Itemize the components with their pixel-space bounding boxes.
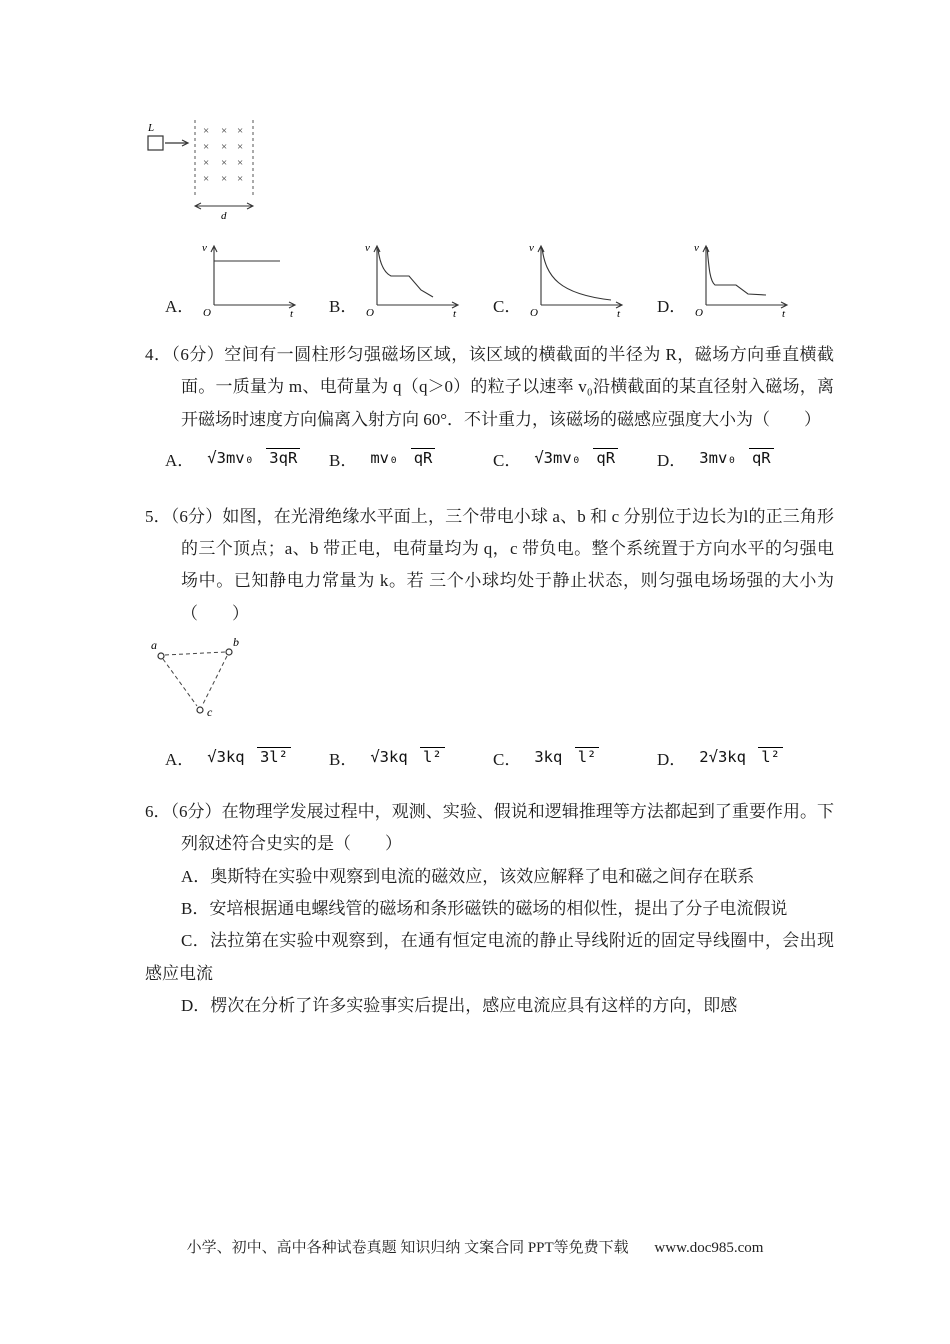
axes: [211, 246, 295, 308]
width-dimension: [195, 203, 253, 209]
axis-v-label: v: [365, 242, 371, 254]
charge-balls: [158, 649, 232, 713]
axis-v-label: v: [529, 242, 535, 254]
fraction-numerator: √3mv₀: [534, 449, 582, 468]
label-b: b: [233, 636, 239, 650]
magnetic-field-figure: [145, 116, 285, 222]
fraction-numerator: mv₀: [370, 449, 399, 468]
label-c: c: [207, 705, 213, 720]
question-6-option-a: A．奥斯特在实验中观察到电流的磁效应，该效应解释了电和磁之间存在联系: [181, 866, 755, 886]
question-4-text: 4．（6分）空间有一圆柱形匀强磁场区域，该区域的横截面的半径为 R，磁场方向垂直横截面。一质量为 m、电荷量为 q（q＞0）的粒子以速率 v₀沿横截面的某直径射入磁场，离开磁场时速度方向偏离入射方向 60°．不计重力，该磁场的磁感应强度大小为（ ）: [145, 345, 834, 429]
graph-option-c: [493, 239, 657, 319]
cross-icon: ×: [237, 141, 244, 153]
formula-fraction: [531, 447, 618, 469]
footer-text: 小学、初中、高中各种试卷真题 知识归纳 文案合同 PPT等免费下载: [186, 1240, 629, 1256]
field-cross-marks: [203, 125, 243, 185]
option-label: A．: [165, 750, 195, 770]
option-label: A．: [165, 297, 195, 316]
triangle-edges: [163, 652, 227, 706]
formula-fraction: [696, 746, 783, 768]
footer: [0, 1236, 950, 1257]
width-label: d: [221, 210, 227, 222]
origin-label: O: [203, 307, 212, 319]
question-6-option-c: C．法拉第在实验中观察到，在通有恒定电流的静止导线附近的固定导线圈中，会出现感应电流: [145, 931, 834, 983]
q4-option-c: [493, 446, 657, 471]
vt-graph-b: [363, 239, 467, 319]
option-label: D．: [657, 750, 687, 770]
fraction-denominator: l²: [575, 747, 600, 766]
loop-and-arrow: [148, 136, 188, 150]
label-a: a: [151, 638, 157, 653]
q4-option-a: [165, 446, 329, 471]
q5-option-b: [329, 745, 493, 770]
axis-t-label: t: [617, 308, 621, 319]
vt-graph-d: [692, 239, 796, 319]
formula-fraction: [204, 746, 291, 768]
option-label: C．: [493, 297, 522, 316]
question-6-text: 6．（6分）在物理学发展过程中，观测、实验、假说和逻辑推理等方法都起到了重要作用。下列叙述符合史实的是（ ）: [145, 802, 834, 854]
option-label: B．: [329, 297, 358, 316]
fraction-numerator: √3mv₀: [207, 449, 254, 468]
option-label: C．: [493, 450, 522, 470]
origin-label: O: [366, 307, 375, 319]
fraction-denominator: qR: [411, 448, 436, 467]
curve: [542, 248, 611, 300]
option-label: C．: [493, 750, 522, 770]
origin-label: O: [695, 307, 704, 319]
question-6-option-b: B．安培根据通电螺线管的磁场和条形磁铁的磁场的相似性，提出了分子电流假说: [181, 898, 788, 918]
fraction-denominator: 3l²: [257, 747, 291, 766]
option-label: B．: [329, 450, 358, 470]
vt-graph-a: [200, 239, 304, 319]
cross-icon: ×: [221, 157, 228, 169]
formula-fraction: [204, 447, 300, 469]
axes: [703, 246, 787, 308]
triangle-figure: [145, 636, 265, 731]
curve: [707, 247, 766, 295]
q5-option-d: [657, 745, 821, 770]
option-label: A．: [165, 450, 195, 470]
fraction-denominator: 3qR: [266, 448, 300, 467]
fraction-denominator: qR: [749, 448, 774, 467]
q4-option-d: [657, 446, 821, 471]
cross-icon: ×: [221, 125, 228, 137]
axis-t-label: t: [782, 308, 786, 319]
formula-fraction: [367, 746, 444, 768]
fraction-numerator: 3mv₀: [699, 449, 737, 468]
fraction-denominator: l²: [420, 747, 445, 766]
vt-graph-options: [165, 239, 834, 319]
graph-option-a: [165, 239, 329, 319]
question-4-options: [165, 446, 834, 471]
option-label: D．: [657, 450, 687, 470]
fraction-denominator: qR: [593, 448, 618, 467]
vt-graph-c: [527, 239, 631, 319]
axis-t-label: t: [290, 308, 294, 319]
axis-v-label: v: [202, 242, 208, 254]
cross-icon: ×: [237, 173, 244, 185]
question-6-option-d: D．楞次在分析了许多实验事实后提出，感应电流应具有这样的方向，即感: [181, 995, 738, 1015]
fraction-numerator: √3kq: [207, 748, 245, 767]
cross-icon: ×: [203, 173, 210, 185]
cross-icon: ×: [237, 125, 244, 137]
loop-label: L: [148, 122, 155, 134]
cross-icon: ×: [221, 141, 228, 153]
axis-v-label: v: [694, 242, 700, 254]
q5-option-c: [493, 745, 657, 770]
cross-icon: ×: [203, 125, 210, 137]
axes: [374, 246, 458, 308]
cross-icon: ×: [203, 141, 210, 153]
option-label: D．: [657, 297, 687, 316]
fraction-numerator: 3kq: [534, 748, 563, 767]
graph-option-d: [657, 239, 821, 319]
graph-option-b: [329, 239, 493, 319]
question-5-text: 5．（6分）如图，在光滑绝缘水平面上，三个带电小球 a、b 和 c 分别位于边长为l的正三角形的三个顶点；a、b 带正电，电荷量均为 q，c 带负电。整个系统置于方向水平的匀强电场中。已知静电力常量为 k。若 三个小球均处于静止状态，则匀强电场场强的大小为（ ）: [145, 506, 834, 623]
q5-option-a: [165, 745, 329, 770]
fraction-numerator: 2√3kq: [699, 748, 746, 767]
q4-option-b: [329, 446, 493, 471]
formula-fraction: [696, 447, 773, 469]
axis-t-label: t: [453, 308, 457, 319]
footer-url[interactable]: www.doc985.com: [654, 1240, 764, 1256]
option-label: B．: [329, 750, 358, 770]
cross-icon: ×: [221, 173, 228, 185]
cross-icon: ×: [203, 157, 210, 169]
cross-icon: ×: [237, 157, 244, 169]
curve: [378, 249, 433, 297]
fraction-numerator: √3kq: [370, 748, 408, 767]
axes: [538, 246, 622, 308]
origin-label: O: [530, 307, 539, 319]
formula-fraction: [367, 447, 435, 469]
formula-fraction: [531, 746, 599, 768]
fraction-denominator: l²: [758, 747, 783, 766]
question-5-options: [165, 745, 834, 770]
